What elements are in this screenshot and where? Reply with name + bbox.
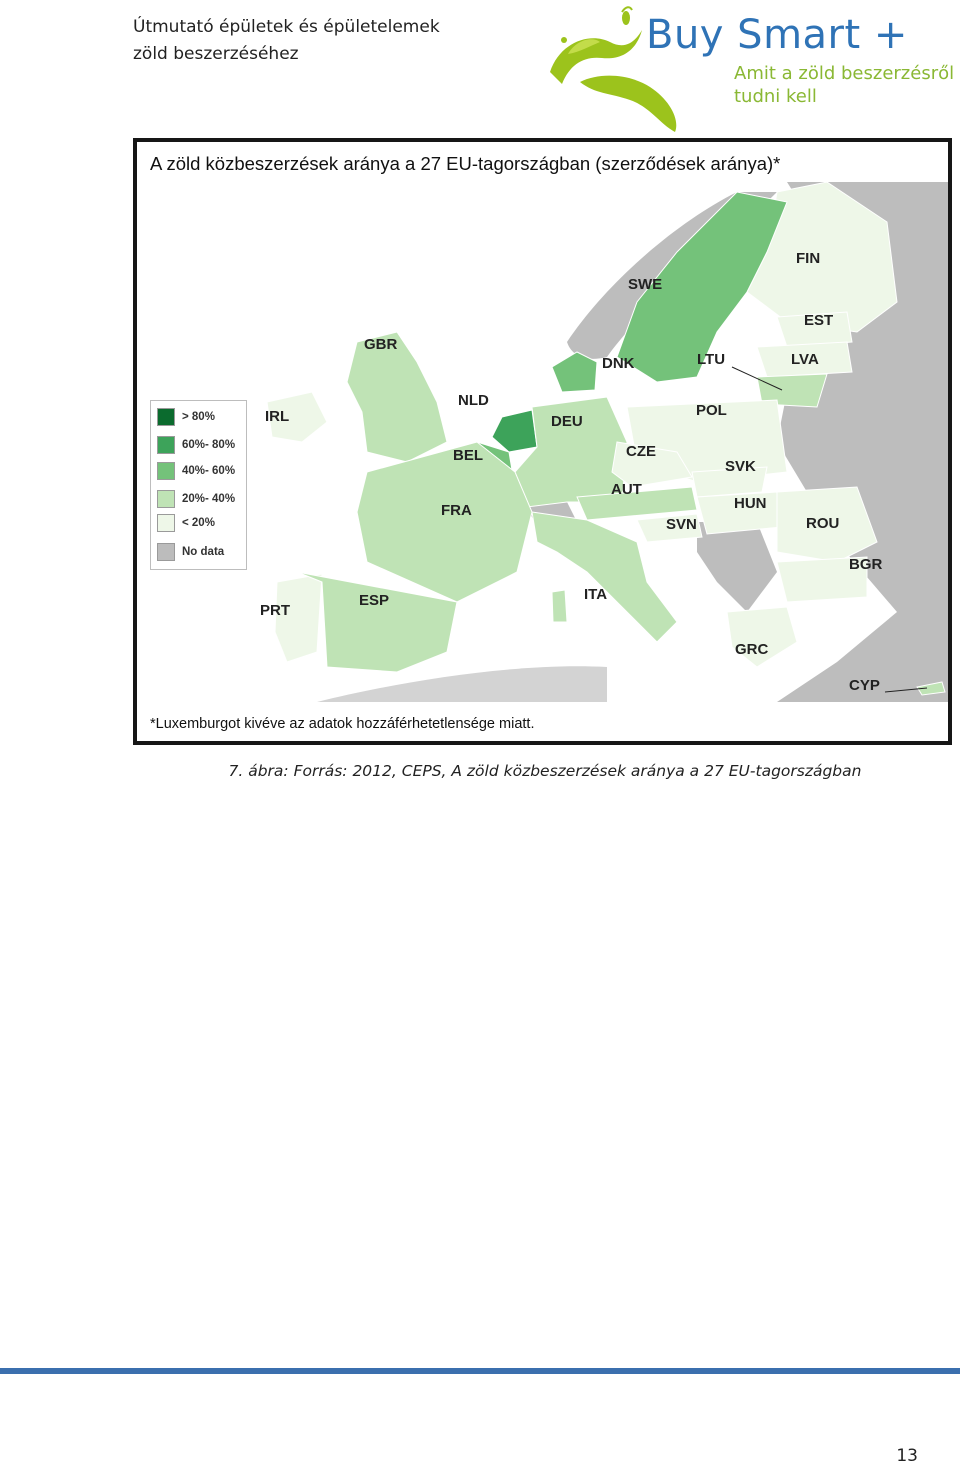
legend-item xyxy=(157,489,235,509)
country-code-pol: POL xyxy=(696,402,727,419)
legend-item xyxy=(157,513,215,533)
country-code-bel: BEL xyxy=(453,447,483,464)
buy-smart-logo xyxy=(540,2,960,137)
country-code-nld: NLD xyxy=(458,392,489,409)
legend-swatch xyxy=(157,408,175,426)
country-code-irl: IRL xyxy=(265,408,290,425)
country-code-deu: DEU xyxy=(551,413,583,430)
country-code-dnk: DNK xyxy=(602,355,635,372)
country-code-bgr: BGR xyxy=(849,556,883,573)
footer-divider xyxy=(0,1368,960,1374)
legend-label: 20%- 40% xyxy=(182,493,236,505)
country-code-swe: SWE xyxy=(628,276,663,293)
legend-label: 60%- 80% xyxy=(182,439,236,451)
map-legend xyxy=(150,400,247,570)
logo-tagline-line-1: Amit a zöld beszerzésről xyxy=(734,63,955,84)
country-code-esp: ESP xyxy=(359,592,390,609)
country-code-rou: ROU xyxy=(806,515,840,532)
country-code-aut: AUT xyxy=(611,481,642,498)
legend-item xyxy=(157,542,224,562)
country-code-svn: SVN xyxy=(666,516,697,533)
country-code-fra: FRA xyxy=(441,502,472,519)
header-line-1: Útmutató épületek és épületelemek xyxy=(133,17,440,37)
running-header xyxy=(133,14,533,68)
logo-tagline xyxy=(734,62,954,108)
legend-swatch xyxy=(157,543,175,561)
country-code-lva: LVA xyxy=(791,351,819,368)
country-code-est: EST xyxy=(804,312,834,329)
country-code-ita: ITA xyxy=(584,586,608,603)
legend-label: 40%- 60% xyxy=(182,465,236,477)
country-code-hun: HUN xyxy=(734,495,767,512)
legend-swatch xyxy=(157,436,175,454)
country-code-svk: SVK xyxy=(725,458,756,475)
legend-swatch xyxy=(157,462,175,480)
legend-swatch xyxy=(157,490,175,508)
legend-swatch xyxy=(157,514,175,532)
header-line-2: zöld beszerzéséhez xyxy=(133,44,299,64)
country-code-ltu: LTU xyxy=(697,351,726,368)
country-code-gbr: GBR xyxy=(364,336,398,353)
country-code-prt: PRT xyxy=(260,602,290,619)
figure-caption: 7. ábra: Forrás: 2012, CEPS, A zöld közbeszerzések aránya a 27 EU-tagországban xyxy=(228,762,862,780)
figure-frame xyxy=(133,138,952,745)
figure-title: A zöld közbeszerzések aránya a 27 EU-tagországban (szerződések aránya)* xyxy=(150,153,781,174)
legend-label: No data xyxy=(182,546,225,558)
europe-map xyxy=(137,142,948,741)
country-code-cyp: CYP xyxy=(849,677,880,694)
map-panel xyxy=(137,142,948,741)
legend-label: > 80% xyxy=(182,411,215,423)
logo-brand-text: Buy Smart + xyxy=(646,12,908,58)
country-code-cze: CZE xyxy=(626,443,656,460)
page-number: 13 xyxy=(896,1446,918,1465)
country-code-grc: GRC xyxy=(735,641,769,658)
logo-tagline-line-2: tudni kell xyxy=(734,86,817,107)
country-sardinia xyxy=(552,590,567,622)
figure-footnote: *Luxemburgot kivéve az adatok hozzáférhetetlensége miatt. xyxy=(150,716,535,732)
legend-label: < 20% xyxy=(182,517,215,529)
country-code-fin: FIN xyxy=(796,250,821,267)
legend-item xyxy=(157,461,235,481)
legend-item xyxy=(157,435,235,455)
legend-item xyxy=(157,407,215,427)
